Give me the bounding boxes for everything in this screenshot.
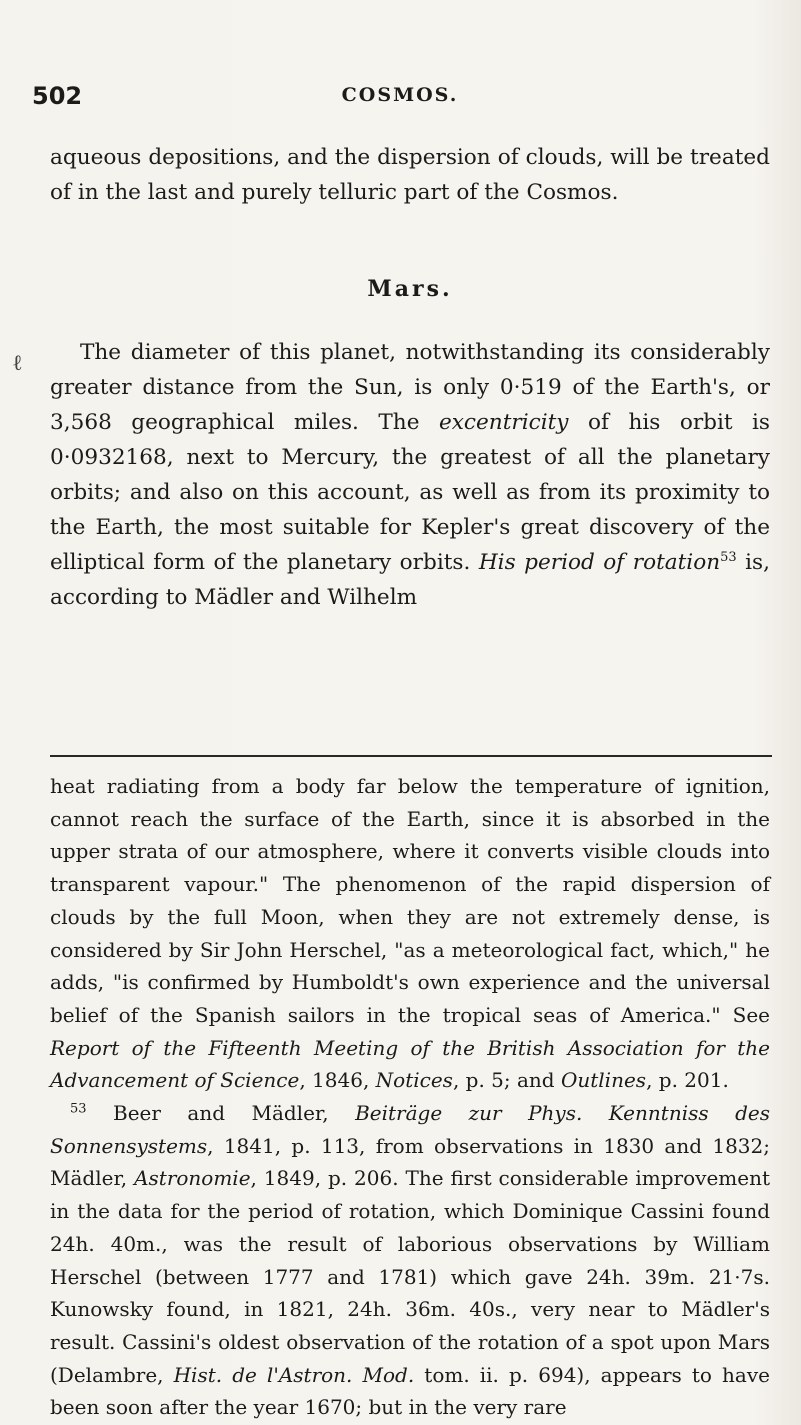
footnotes [50,770,770,1424]
p2-text-a: The diameter of this planet, notwithstanding its considerably greater distance from the Sun, is only 0·519 of the Earth's, or 3,568 geographical miles. The [50,340,770,435]
note-text-c: , 1846, [299,1068,376,1093]
margin-mark-icon: ℓ [12,351,23,376]
p2-excentricity: excentricity [438,410,569,435]
running-head: COSMOS. [341,84,459,106]
note-report-title: Report of the Fifteenth Meeting of the British Association for the Advancement of Science [50,1035,770,1093]
note53-text-g: tom. ii. p. 694), appears to have been soon after the year 1670; but in the very rare [50,1362,770,1420]
footnote-divider [50,755,772,757]
footnote-53-number: 53 [70,1101,87,1117]
paragraph-mars [50,335,770,615]
section-heading: Mars. [367,276,453,302]
page-number: 502 [32,82,83,110]
footnote-ref-53[interactable]: 53 [720,549,737,565]
note53-beitrage-title: Beiträge zur Phys. Kenntniss des Sonnensystems [50,1101,770,1158]
note53-text-c: , 1841, p. 113, from observations in 1830 and 1832; Mädler, [50,1133,770,1191]
note-text-e: , p. 5; and [452,1068,561,1093]
paragraph-1-text: aqueous depositions, and the dispersion of clouds, will be treated of in the last and purely telluric part of the Cosmos. [50,145,770,205]
p2-text-c: of his orbit is 0·0932168, next to Mercury, the greatest of all the planetary orbits; and also on this account, as well as from its proximity to the Earth, the most suitable for Kepler's great discovery of the elliptical form of the planetary orbits. [50,410,771,575]
p2-text-e: is, according to Mädler and Wilhelm [50,550,771,610]
note53-hist-astron: Hist. de l'Astron. Mod. [173,1362,415,1387]
p2-period-rotation: His period of rotation [478,550,721,575]
note53-text-e: , 1849, p. 206. The first considerable improvement in the data for the period of rotation, which Dominique Cassini found 24h. 40m., was the result of laborious observations by William Herschel (between 1777 and 1781) which gave 24h. 39m. 21·7s. Kunowsky found, in 1821, 24h. 36m. 40s., very near to Mädler's result. Cassini's oldest observation of the rotation of a spot upon Mars (Delambre, [50,1166,771,1387]
note53-astronomie: Astronomie [134,1166,251,1191]
paragraph-continued [50,140,770,210]
footnote-continued [50,770,770,1097]
note-outlines: Outlines [560,1068,647,1093]
note-text-g: , p. 201. [646,1068,729,1093]
footnote-53 [50,1097,770,1424]
note-text-a: heat radiating from a body far below the temperature of ignition, cannot reach the surface of the Earth, since it is absorbed in the upper strata of our atmosphere, where it converts visible clouds into transparent vapour." The phenomenon of the rapid dispersion of clouds by the full Moon, when they are not extremely dense, is considered by Sir John Herschel, "as a meteorological fact, which," he adds, "is confirmed by Humboldt's own experience and the universal belief of the Spanish sailors in the tropical seas of America." See [50,774,770,1027]
note-notices: Notices [375,1068,453,1093]
page-header [32,82,768,118]
note53-text-a: Beer and Mädler, [86,1101,356,1126]
